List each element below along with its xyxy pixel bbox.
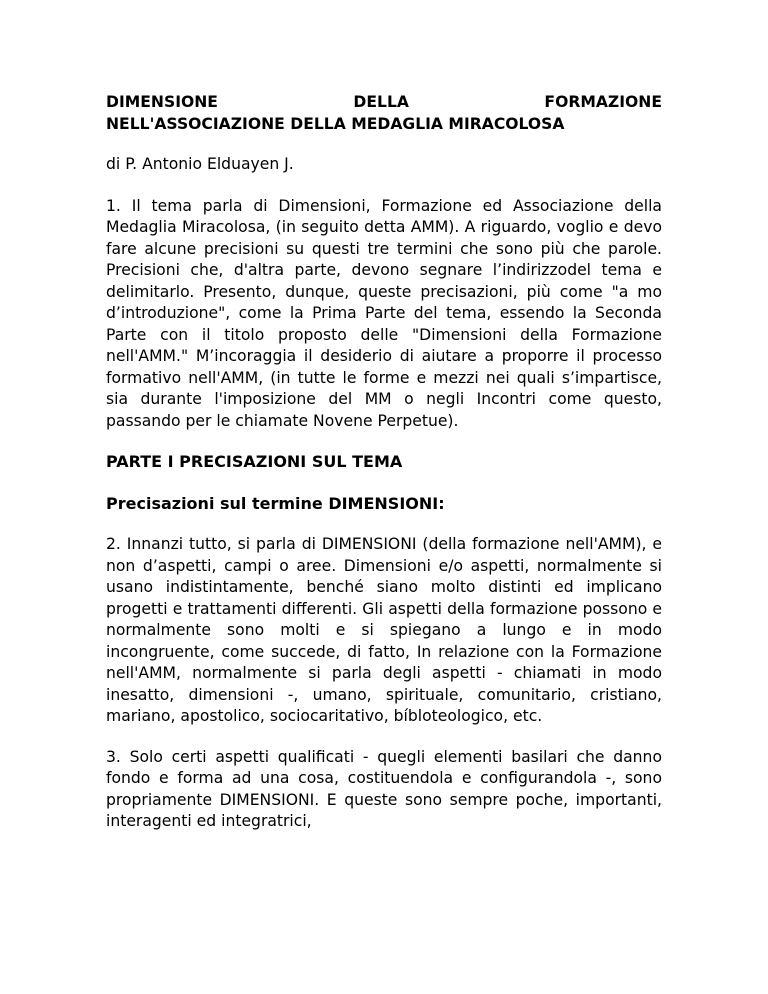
section-heading: PARTE I PRECISAZIONI SUL TEMA [106,452,403,471]
document-title [106,92,662,135]
title-line-1: DIMENSIONE DELLA FORMAZIONE [106,93,662,111]
title-line-2: NELL'ASSOCIAZIONE DELLA MEDAGLIA MIRACOLOSA [106,114,565,133]
paragraph-2: 2. Innanzi tutto, si parla di DIMENSIONI (della formazione nell'AMM), e non d’aspetti, campi o aree. Dimensioni e/o aspetti, normalmente si usano indistintamente, benché siano molto distinti ed implicano progetti e trattamenti differenti. Gli aspetti della formazione possono e normalmente sono molti e si spiegano a lungo e in modo incongruente, come succede, di fatto, In relazione con la Formazione nell'AMM, normalmente si parla degli aspetti - chiamati in modo inesatto, dimensioni -, umano, spirituale, comunitario, cristiano, mariano, apostolico, sociocaritativo, bíbloteologico, etc. [106,535,662,725]
paragraph-1: 1. Il tema parla di Dimensioni, Formazione ed Associazione della Medaglia Miracolosa, (in seguito detta AMM). A riguardo, voglio e devo fare alcune precisioni su questi tre termini che sono più che parole. Precisioni che, d'altra parte, devono segnare l’indirizzodel tema e delimitarlo. Presento, dunque, queste precisazioni, più come "a mo d’introduzione", come la Prima Parte del tema, essendo la Seconda Parte con il titolo proposto delle "Dimensioni della Formazione nell'AMM." M’incoraggia il desiderio di aiutare a proporre il processo formativo nell'AMM, (in tutte le forme e mezzi nei quali s’impartisce, sia durante l'imposizione del MM o negli Incontri come questo, passando per le chiamate Novene Perpetue). [106,196,662,430]
sub-heading: Precisazioni sul termine DIMENSIONI: [106,493,445,513]
document-page [106,92,662,852]
paragraph-3: 3. Solo certi aspetti qualificati - quegli elementi basilari che danno fondo e forma ad una cosa, costituendola e configurandola -, sono propriamente DIMENSIONI. E queste sono sempre poche, importanti, interagenti ed integratrici, [106,747,662,830]
author-line: di P. Antonio Elduayen J. [106,155,294,173]
